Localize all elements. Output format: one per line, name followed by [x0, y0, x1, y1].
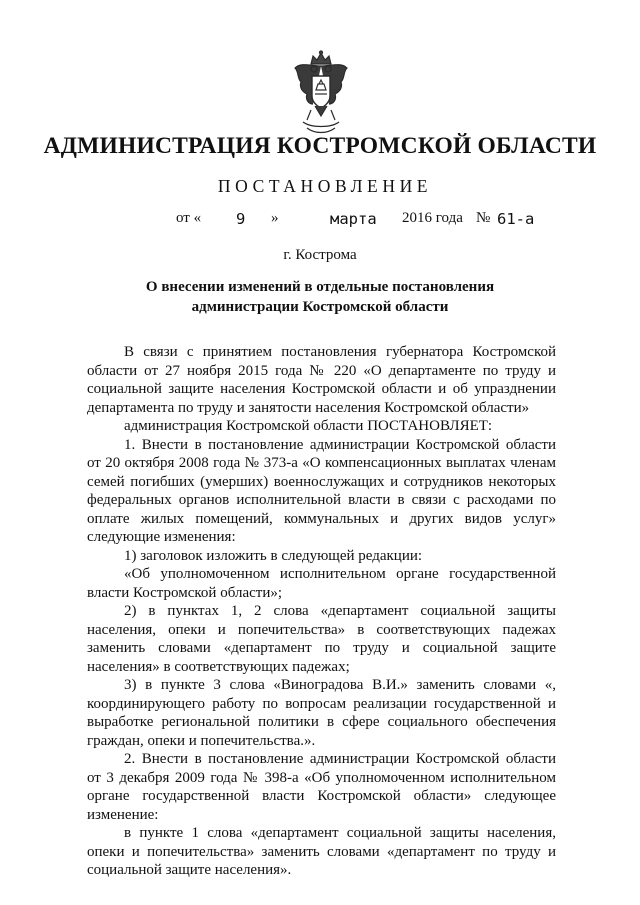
document-type: ПОСТАНОВЛЕНИЕ — [217, 176, 433, 196]
paragraph: «Об уполномоченном исполнительном органе государственной власти Костромской области»; — [87, 566, 556, 601]
coat-of-arms-icon — [293, 50, 349, 138]
date-year: 2016 года — [402, 210, 463, 226]
paragraph: 1. Внести в постановление администрации Костромской области от 20 октября 2008 года № 373-а «О компенсационных выплатах членам семей погибших (умерших) военнослужащих и сотрудников некоторых федеральных органов исполнительной власти в связи с расходами по оплате жилых помещений, коммунальных и других видов услуг» следующие изменения: — [87, 436, 556, 545]
paragraph: 2) в пунктах 1, 2 слова «департамент социальной защиты населения, опеки и попечительства» в соответствующих падежах заменить словами «департамент по труду и социальной защите населения» в соответствующих падежах; — [87, 603, 556, 675]
document-subject: О внесении изменений в отдельные постановления администрации Костромской области — [145, 279, 495, 315]
date-close-quote: » — [271, 210, 279, 226]
paragraph: 3) в пункте 3 слова «Виноградова В.И.» заменить словами «, координирующего работу по вопросам реализации государственной и выработке региональной политики в сфере социального обеспечения граждан, опеки и попечительства.». — [87, 677, 556, 749]
paragraph: администрация Костромской области ПОСТАНОВЛЯЕТ: — [124, 418, 493, 434]
paragraph: в пункте 1 слова «департамент социальной защиты населения, опеки и попечительства» заменить словами «департамент по труду и социальной защите населения». — [87, 825, 556, 878]
date-month: марта — [330, 210, 377, 228]
document-number: 61-а — [497, 210, 535, 228]
document-body — [87, 343, 556, 880]
city: г. Кострома — [283, 247, 357, 263]
paragraph: 2. Внести в постановление администрации Костромской области от 3 декабря 2009 года № 398-а «Об уполномоченном исполнительном органе государственной власти Костромской области» следующее изменение: — [87, 751, 556, 823]
date-prefix: от « — [176, 210, 202, 226]
organization-title: АДМИНИСТРАЦИЯ КОСТРОМСКОЙ ОБЛАСТИ — [43, 133, 597, 159]
date-day: 9 — [236, 210, 246, 228]
date-line — [0, 210, 640, 230]
paragraph: В связи с принятием постановления губернатора Костромской области от 27 ноября 2015 года № 220 «О департаменте по труду и социальной защите населения Костромской области и об упразднении департамента по труду и занятости населения Костромской области» — [87, 344, 556, 416]
number-sign: № — [476, 210, 491, 226]
paragraph: 1) заголовок изложить в следующей редакции: — [124, 547, 423, 564]
